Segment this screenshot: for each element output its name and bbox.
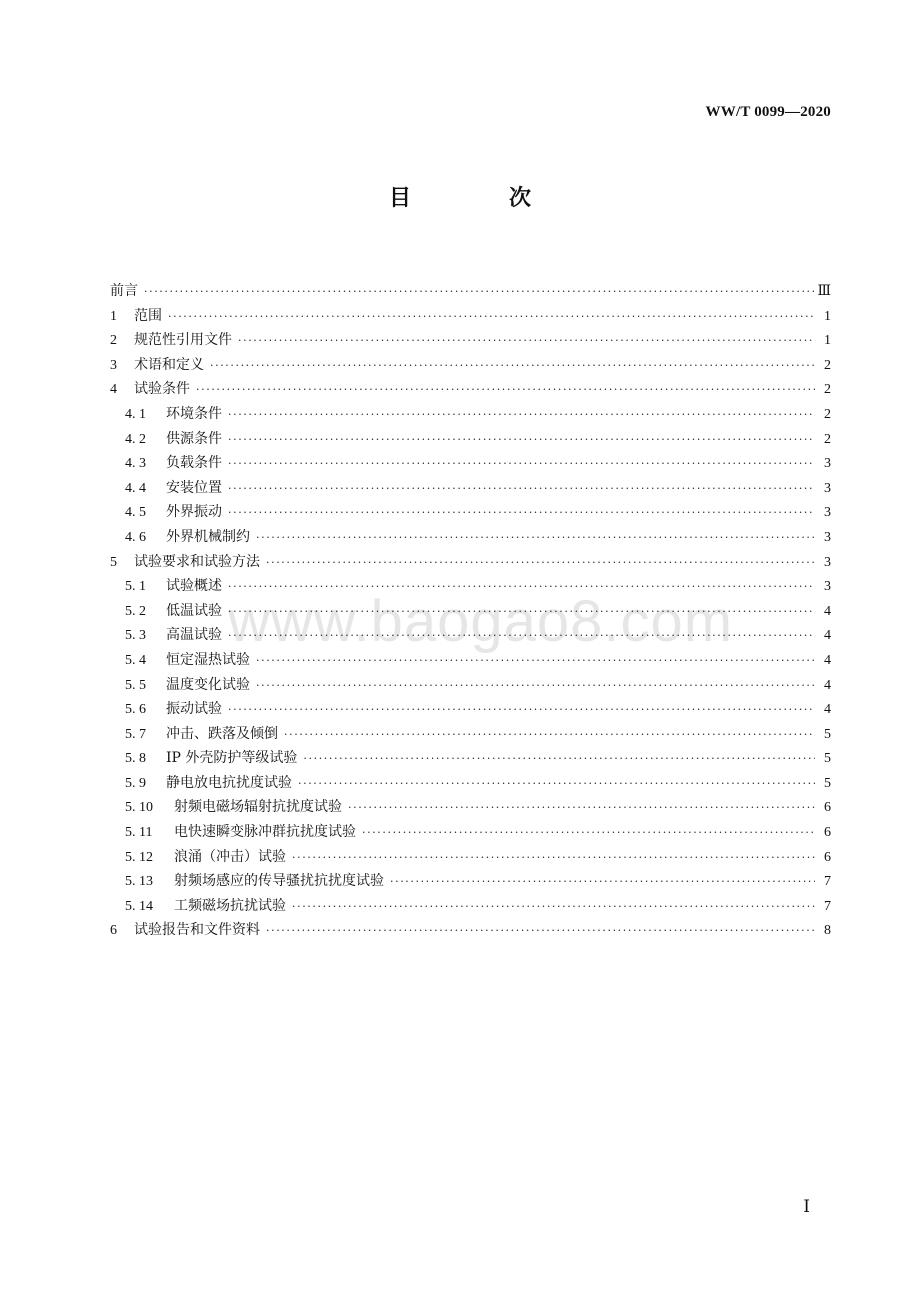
toc-entry-number: 4. 2 xyxy=(125,431,146,447)
toc-entry-number: 5 xyxy=(110,554,117,570)
toc-entry-label: 外界机械制约 xyxy=(166,528,250,545)
toc-entry-page: 6 xyxy=(824,800,831,816)
toc-entry-number: 4. 3 xyxy=(125,456,146,472)
toc-entry-page: 3 xyxy=(824,505,831,521)
toc-entry-number: 6 xyxy=(110,923,117,939)
toc-entry[interactable] xyxy=(110,771,831,796)
toc-entry-number: 5. 8 xyxy=(125,751,146,767)
toc-entry[interactable] xyxy=(110,623,831,648)
toc-leader-dots xyxy=(144,280,815,305)
toc-entry-label: 振动试验 xyxy=(166,701,222,718)
toc-entry-label: 试验报告和文件资料 xyxy=(134,922,260,939)
toc-entry-label: 工频磁场抗扰试验 xyxy=(174,897,286,914)
toc-entry-page: 5 xyxy=(824,751,831,767)
toc-entry[interactable] xyxy=(110,279,831,304)
toc-leader-dots xyxy=(256,674,815,699)
toc-entry-label: 负载条件 xyxy=(166,455,222,472)
toc-leader-dots xyxy=(348,796,815,821)
toc-leader-dots xyxy=(228,403,815,428)
toc-entry-number: 5. 13 xyxy=(125,874,153,890)
toc-entry-number: 5. 12 xyxy=(125,849,153,865)
toc-entry-page: 3 xyxy=(824,529,831,545)
toc-entry[interactable] xyxy=(110,673,831,698)
toc-leader-dots xyxy=(284,723,815,748)
toc-entry-page: 7 xyxy=(824,898,831,914)
toc-leader-dots xyxy=(228,477,815,502)
toc-entry-number: 5. 11 xyxy=(125,825,153,841)
toc-entry[interactable] xyxy=(110,476,831,501)
toc-entry-label: 静电放电抗扰度试验 xyxy=(166,774,292,791)
toc-leader-dots xyxy=(196,378,815,403)
toc-entry-page: 2 xyxy=(824,382,831,398)
toc-entry[interactable] xyxy=(110,845,831,870)
toc-entry-label: 试验条件 xyxy=(134,381,190,398)
toc-entry-number: 5. 3 xyxy=(125,628,146,644)
toc-entry-page: 4 xyxy=(824,677,831,693)
page-folio: Ⅰ xyxy=(803,1197,810,1216)
toc-entry-page: 2 xyxy=(824,357,831,373)
toc-entry[interactable] xyxy=(110,795,831,820)
table-of-contents xyxy=(110,279,831,943)
toc-entry-page: 3 xyxy=(824,456,831,472)
toc-entry[interactable] xyxy=(110,820,831,845)
toc-entry-label: 规范性引用文件 xyxy=(134,332,232,349)
toc-entry-label: 外界振动 xyxy=(166,504,222,521)
toc-entry-page: 3 xyxy=(824,579,831,595)
standard-code: WW/T 0099—2020 xyxy=(705,104,831,120)
toc-leader-dots xyxy=(362,821,815,846)
toc-entry-label: 浪涌（冲击）试验 xyxy=(174,848,286,865)
toc-entry-label: 安装位置 xyxy=(166,479,222,496)
toc-entry-page: 4 xyxy=(824,628,831,644)
toc-entry-page: 5 xyxy=(824,775,831,791)
toc-entry[interactable] xyxy=(110,353,831,378)
toc-entry-page: Ⅲ xyxy=(817,284,831,299)
toc-entry-number: 4. 4 xyxy=(125,480,146,496)
toc-entry-page: 1 xyxy=(824,308,831,324)
toc-entry[interactable] xyxy=(110,894,831,919)
toc-entry-page: 3 xyxy=(824,480,831,496)
toc-entry-page: 6 xyxy=(824,825,831,841)
toc-entry-page: 7 xyxy=(824,874,831,890)
toc-entry-page: 6 xyxy=(824,849,831,865)
toc-leader-dots xyxy=(228,575,815,600)
toc-entry-label: 供源条件 xyxy=(166,430,222,447)
toc-entry[interactable] xyxy=(110,722,831,747)
toc-entry[interactable] xyxy=(110,500,831,525)
toc-leader-dots xyxy=(228,624,815,649)
toc-entry-number: 4. 5 xyxy=(125,505,146,521)
watermark: www.baogao8.com xyxy=(228,589,734,654)
toc-entry-label: 射频场感应的传导骚扰抗扰度试验 xyxy=(174,873,384,890)
toc-entry-page: 2 xyxy=(824,406,831,422)
toc-entry-number: 1 xyxy=(110,308,117,324)
toc-leader-dots xyxy=(228,501,815,526)
toc-entry-number: 5. 14 xyxy=(125,898,153,914)
toc-entry-number: 5. 6 xyxy=(125,702,146,718)
toc-entry[interactable] xyxy=(110,402,831,427)
toc-leader-dots xyxy=(303,747,815,772)
toc-leader-dots xyxy=(238,329,815,354)
toc-leader-dots xyxy=(228,428,815,453)
toc-entry[interactable] xyxy=(110,869,831,894)
toc-entry-label: 电快速瞬变脉冲群抗扰度试验 xyxy=(174,824,356,841)
toc-entry[interactable] xyxy=(110,918,831,943)
toc-entry-page: 2 xyxy=(824,431,831,447)
toc-entry[interactable] xyxy=(110,427,831,452)
toc-entry-label: IP 外壳防护等级试验 xyxy=(166,750,298,767)
toc-entry[interactable] xyxy=(110,377,831,402)
toc-entry[interactable] xyxy=(110,304,831,329)
toc-entry-label: 试验要求和试验方法 xyxy=(134,553,260,570)
toc-entry-page: 4 xyxy=(824,702,831,718)
toc-leader-dots xyxy=(256,649,815,674)
toc-entry-number: 5. 5 xyxy=(125,677,146,693)
toc-entry-label: 范围 xyxy=(134,307,162,324)
toc-entry-label: 术语和定义 xyxy=(134,356,204,373)
toc-entry-page: 1 xyxy=(824,333,831,349)
toc-entry-label: 恒定湿热试验 xyxy=(166,651,250,668)
toc-leader-dots xyxy=(228,600,815,625)
toc-entry-number: 5. 7 xyxy=(125,726,146,742)
toc-leader-dots xyxy=(228,452,815,477)
toc-leader-dots xyxy=(256,526,815,551)
toc-entry-page: 4 xyxy=(824,603,831,619)
toc-entry[interactable] xyxy=(110,525,831,550)
toc-entry[interactable] xyxy=(110,599,831,624)
toc-entry-number: 5. 1 xyxy=(125,579,146,595)
toc-entry-label: 冲击、跌落及倾倒 xyxy=(166,725,278,742)
toc-entry-number: 5. 10 xyxy=(125,800,153,816)
toc-leader-dots xyxy=(292,895,815,920)
toc-entry[interactable] xyxy=(110,574,831,599)
toc-entry[interactable] xyxy=(110,328,831,353)
toc-entry-label: 射频电磁场辐射抗扰度试验 xyxy=(174,799,342,816)
toc-entry-number: 4. 1 xyxy=(125,406,146,422)
toc-entry-label: 温度变化试验 xyxy=(166,676,250,693)
toc-entry-page: 8 xyxy=(824,923,831,939)
toc-entry-label: 前言 xyxy=(110,283,138,299)
toc-leader-dots xyxy=(168,305,815,330)
toc-entry-number: 5. 4 xyxy=(125,652,146,668)
toc-entry-label: 试验概述 xyxy=(166,578,222,595)
toc-entry-page: 4 xyxy=(824,652,831,668)
toc-title: 目 次 xyxy=(388,186,569,211)
toc-entry-page: 5 xyxy=(824,726,831,742)
toc-entry-label: 低温试验 xyxy=(166,602,222,619)
toc-leader-dots xyxy=(266,551,815,576)
toc-leader-dots xyxy=(292,846,815,871)
toc-entry[interactable] xyxy=(110,746,831,771)
toc-entry-number: 4. 6 xyxy=(125,529,146,545)
toc-entry-page: 3 xyxy=(824,554,831,570)
toc-entry[interactable] xyxy=(110,697,831,722)
toc-entry-number: 5. 9 xyxy=(125,775,146,791)
toc-entry-number: 2 xyxy=(110,333,117,349)
toc-entry[interactable] xyxy=(110,648,831,673)
toc-entry-number: 4 xyxy=(110,382,117,398)
toc-entry-label: 高温试验 xyxy=(166,627,222,644)
toc-entry-number: 5. 2 xyxy=(125,603,146,619)
toc-leader-dots xyxy=(298,772,815,797)
toc-entry[interactable] xyxy=(110,451,831,476)
toc-leader-dots xyxy=(266,919,815,944)
toc-entry-number: 3 xyxy=(110,357,117,373)
toc-leader-dots xyxy=(210,354,815,379)
toc-leader-dots xyxy=(228,698,815,723)
toc-entry[interactable] xyxy=(110,550,831,575)
toc-entry-label: 环境条件 xyxy=(166,405,222,422)
toc-leader-dots xyxy=(390,870,815,895)
